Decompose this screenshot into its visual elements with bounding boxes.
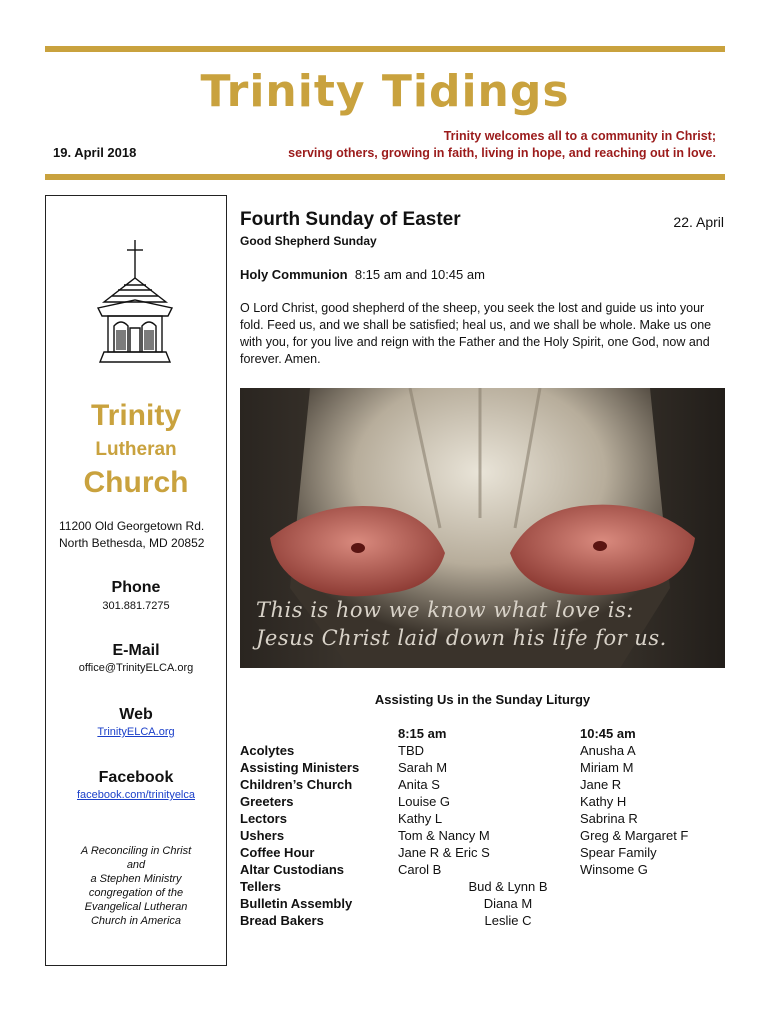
address-line-2: North Bethesda, MD 20852 <box>59 536 205 550</box>
service-subtitle: Good Shepherd Sunday <box>240 234 377 248</box>
steeple-icon <box>94 238 176 366</box>
role-label: Altar Custodians <box>240 862 345 877</box>
note-line: a Stephen Ministry <box>90 873 182 885</box>
church-name-church: Church <box>83 466 189 499</box>
volunteers-815-column <box>398 742 490 878</box>
volunteer-1045: Jane R <box>580 777 622 792</box>
facebook-link[interactable]: facebook.com/trinityelca <box>77 789 195 801</box>
volunteer-815: Carol B <box>398 862 442 877</box>
role-label: Acolytes <box>240 743 295 758</box>
church-name-trinity: Trinity <box>90 399 181 432</box>
phone-number: 301.881.7275 <box>102 600 170 612</box>
congregation-note <box>46 844 226 928</box>
prayer-text: O Lord Christ, good shepherd of the sheep, you seek the lost and guide us into your fold. Feed us, and we shall be satisfied; heal us, and we shall be whole. Make us one with you, for you live and reign with the Father and the Holy Spirit, one God, now and forever. Amen. <box>240 301 712 366</box>
facebook-heading: Facebook <box>98 769 174 786</box>
role-label: Tellers <box>240 879 281 894</box>
communion-label: Holy Communion <box>240 267 348 282</box>
header-rule <box>45 174 725 180</box>
liturgy-heading: Assisting Us in the Sunday Liturgy <box>374 692 591 707</box>
volunteer-815: Louise G <box>398 794 451 809</box>
motto-line-1: Trinity welcomes all to a community in Christ; <box>443 129 716 143</box>
role-label: Greeters <box>240 794 294 809</box>
role-label: Children’s Church <box>240 777 353 792</box>
volunteer-815: Tom & Nancy M <box>398 828 490 843</box>
volunteer-815: Jane R & Eric S <box>398 845 490 860</box>
hands-of-christ-image <box>240 388 725 668</box>
top-rule <box>45 46 725 52</box>
volunteer-815: TBD <box>398 743 424 758</box>
role-label: Coffee Hour <box>240 845 315 860</box>
service-date: 22. April <box>673 214 724 230</box>
note-line: and <box>126 859 146 871</box>
volunteer-815: Anita S <box>398 777 440 792</box>
role-label: Lectors <box>240 811 287 826</box>
church-name-lutheran: Lutheran <box>95 439 177 460</box>
web-heading: Web <box>119 706 153 723</box>
note-line: A Reconciling in Christ <box>80 845 192 857</box>
email-address[interactable]: office@TrinityELCA.org <box>78 662 194 674</box>
email-heading: E-Mail <box>112 642 160 659</box>
note-line: Church in America <box>90 915 182 927</box>
volunteers-1045-column <box>580 742 688 878</box>
image-caption-line-2: Jesus Christ laid down his life for us. <box>256 626 667 650</box>
phone-heading: Phone <box>111 579 161 596</box>
issue-date: 19. April 2018 <box>53 145 137 160</box>
volunteer-1045: Anusha A <box>580 743 636 758</box>
note-line: Evangelical Lutheran <box>84 901 188 913</box>
volunteer-815: Sarah M <box>398 760 448 775</box>
note-line: congregation of the <box>88 887 184 899</box>
role-label: Bulletin Assembly <box>240 896 353 911</box>
service-title: Fourth Sunday of Easter <box>240 209 461 230</box>
volunteer-1045: Spear Family <box>580 845 657 860</box>
web-link[interactable]: TrinityELCA.org <box>97 726 175 738</box>
volunteer-1045: Sabrina R <box>580 811 638 826</box>
image-caption-line-1: This is how we know what love is: <box>256 598 634 622</box>
column-heading-1045: 10:45 am <box>580 726 636 741</box>
volunteer-shared: Leslie C <box>484 913 532 928</box>
communion-time-values: 8:15 am and 10:45 am <box>354 267 485 282</box>
volunteer-shared: Bud & Lynn B <box>468 879 548 894</box>
volunteer-1045: Kathy H <box>580 794 627 809</box>
volunteer-1045: Greg & Margaret F <box>580 828 689 843</box>
volunteer-1045: Winsome G <box>580 862 648 877</box>
communion-times <box>240 267 485 282</box>
address-line-1: 11200 Old Georgetown Rd. <box>59 519 205 533</box>
role-label: Bread Bakers <box>240 913 324 928</box>
role-label: Ushers <box>240 828 285 843</box>
volunteer-1045: Miriam M <box>580 760 634 775</box>
volunteer-shared: Diana M <box>483 896 533 911</box>
motto <box>288 128 716 162</box>
motto-line-2: serving others, growing in faith, living in hope, and reaching out in love. <box>288 146 716 160</box>
column-heading-815: 8:15 am <box>398 726 447 741</box>
address <box>59 518 204 552</box>
roles-column <box>240 742 359 929</box>
role-label: Assisting Ministers <box>240 760 360 775</box>
newsletter-title: Trinity Tidings <box>200 66 570 117</box>
sidebar <box>45 195 227 966</box>
both-services-column <box>400 878 616 929</box>
volunteer-815: Kathy L <box>398 811 443 826</box>
